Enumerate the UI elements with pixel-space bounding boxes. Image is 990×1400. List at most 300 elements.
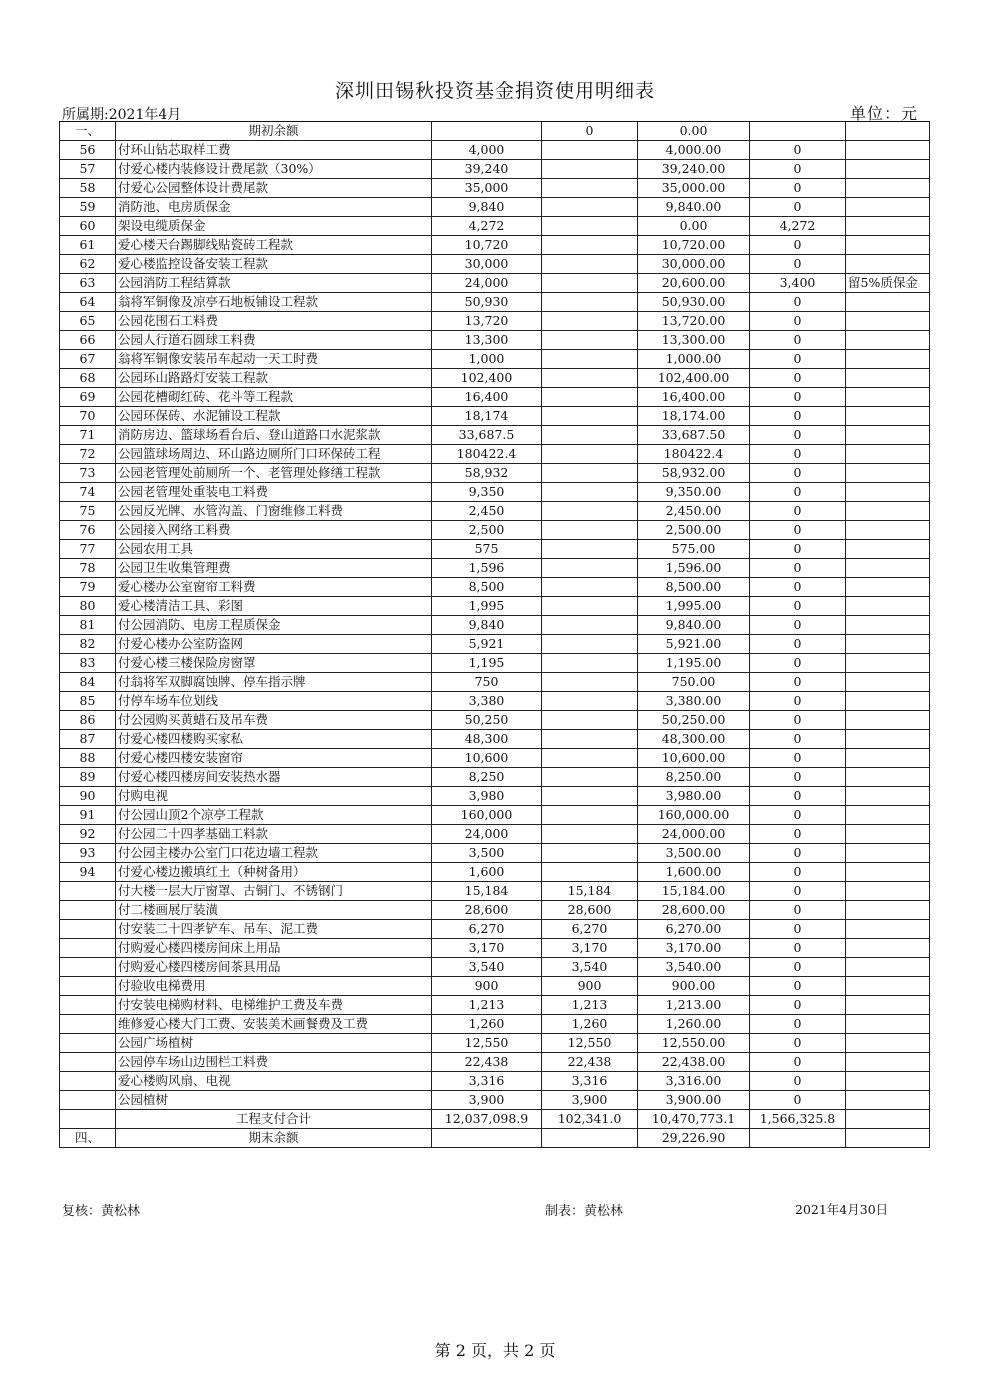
cell-amount: 18,174 [432,407,542,426]
row-item: 公园消防工程结算款 [116,274,432,293]
table-row [60,464,930,483]
cell-col4: 3,170 [542,939,638,958]
cell-unpaid: 0 [750,597,846,616]
cell-paid: 12,550.00 [638,1034,750,1053]
row-item: 付大楼一层大厅窗罩、古铜门、不锈钢门 [116,882,432,901]
cell-paid: 24,000.00 [638,825,750,844]
cell-paid: 10,470,773.1 [638,1110,750,1129]
cell-col4 [542,350,638,369]
cell-unpaid: 0 [750,331,846,350]
table-row [60,977,930,996]
table-row [60,958,930,977]
cell-unpaid: 0 [750,236,846,255]
row-number: 93 [60,844,116,863]
cell-col4 [542,369,638,388]
row-number: 73 [60,464,116,483]
cell-unpaid: 0 [750,464,846,483]
table-row [60,1034,930,1053]
row-item: 公园花围石工料费 [116,312,432,331]
cell-amount: 16,400 [432,388,542,407]
cell-paid: 3,170.00 [638,939,750,958]
cell-amount: 48,300 [432,730,542,749]
table-row [60,1072,930,1091]
cell-col4 [542,635,638,654]
cell-col4: 1,260 [542,1015,638,1034]
cell-unpaid: 0 [750,901,846,920]
cell-remark [846,673,930,692]
cell-unpaid: 0 [750,654,846,673]
cell-unpaid [750,122,846,141]
table-row [60,293,930,312]
cell-amount: 3,980 [432,787,542,806]
row-number [60,1091,116,1110]
cell-amount: 4,272 [432,217,542,236]
cell-paid: 750.00 [638,673,750,692]
cell-col4 [542,1129,638,1148]
cell-remark [846,844,930,863]
cell-unpaid: 0 [750,806,846,825]
cell-amount: 50,250 [432,711,542,730]
cell-remark [846,635,930,654]
table-row [60,426,930,445]
total-label: 工程支付合计 [116,1110,432,1129]
cell-paid: 3,380.00 [638,692,750,711]
row-number [60,958,116,977]
cell-amount: 900 [432,977,542,996]
cell-unpaid: 0 [750,996,846,1015]
cell-amount: 58,932 [432,464,542,483]
row-number [60,1053,116,1072]
row-item: 公园老管理处重装电工料费 [116,483,432,502]
cell-remark [846,920,930,939]
cell-col4: 1,213 [542,996,638,1015]
cell-remark [846,654,930,673]
table-row [60,1053,930,1072]
cell-paid: 1,260.00 [638,1015,750,1034]
cell-paid: 39,240.00 [638,160,750,179]
cell-col4 [542,768,638,787]
cell-amount: 8,500 [432,578,542,597]
row-number: 58 [60,179,116,198]
row-item: 翁将军铜像及凉亭石地板铺设工程款 [116,293,432,312]
cell-paid: 10,600.00 [638,749,750,768]
row-number: 64 [60,293,116,312]
table-row [60,407,930,426]
expense-table [59,121,930,1148]
row-number: 一、 [60,122,116,141]
cell-paid: 3,316.00 [638,1072,750,1091]
cell-amount: 1,600 [432,863,542,882]
cell-col4 [542,806,638,825]
cell-col4 [542,179,638,198]
cell-col4: 28,600 [542,901,638,920]
cell-col4 [542,331,638,350]
cell-amount: 3,500 [432,844,542,863]
row-number: 75 [60,502,116,521]
cell-amount: 1,995 [432,597,542,616]
table-row [60,825,930,844]
row-number: 91 [60,806,116,825]
cell-remark [846,255,930,274]
cell-remark [846,540,930,559]
row-item: 消防池、电房质保金 [116,198,432,217]
cell-amount: 1,260 [432,1015,542,1034]
cell-paid: 13,300.00 [638,331,750,350]
row-number: 88 [60,749,116,768]
table-body [60,122,930,1148]
row-number [60,1015,116,1034]
table-row [60,1091,930,1110]
cell-col4 [542,388,638,407]
row-item: 爱心楼天台踢脚线贴瓷砖工程款 [116,236,432,255]
cell-col4 [542,464,638,483]
cell-col4: 102,341.0 [542,1110,638,1129]
row-number: 62 [60,255,116,274]
row-item: 付公园消防、电房工程质保金 [116,616,432,635]
cell-unpaid: 0 [750,502,846,521]
row-number: 68 [60,369,116,388]
cell-paid: 180422.4 [638,445,750,464]
cell-amount: 1,000 [432,350,542,369]
cell-col4 [542,160,638,179]
cell-unpaid: 0 [750,445,846,464]
cell-paid: 0.00 [638,217,750,236]
cell-amount: 1,195 [432,654,542,673]
cell-remark [846,198,930,217]
table-row [60,350,930,369]
table-row [60,787,930,806]
table-row [60,920,930,939]
cell-amount: 180422.4 [432,445,542,464]
cell-paid: 3,540.00 [638,958,750,977]
cell-remark [846,1110,930,1129]
row-item: 公园农用工具 [116,540,432,559]
row-item: 爱心楼清洁工具、彩图 [116,597,432,616]
table-row [60,996,930,1015]
cell-remark [846,350,930,369]
cell-col4 [542,540,638,559]
row-item: 消防房边、篮球场看台后、登山道路口水泥浆款 [116,426,432,445]
cell-remark [846,825,930,844]
cell-col4 [542,236,638,255]
row-number: 74 [60,483,116,502]
row-item: 付翁将军双脚腐蚀牌、停车指示牌 [116,673,432,692]
row-item: 付爱心楼四楼安装窗帘 [116,749,432,768]
cell-unpaid: 0 [750,521,846,540]
row-item: 付二楼画展厅装潢 [116,901,432,920]
cell-paid: 575.00 [638,540,750,559]
cell-amount: 5,921 [432,635,542,654]
row-item: 公园老管理处前厕所一个、老管理处修缮工程款 [116,464,432,483]
cell-unpaid: 0 [750,293,846,312]
cell-unpaid: 0 [750,255,846,274]
table-row [60,768,930,787]
cell-paid: 16,400.00 [638,388,750,407]
row-item: 公园环山路路灯安装工程款 [116,369,432,388]
cell-paid: 3,900.00 [638,1091,750,1110]
cell-paid: 50,250.00 [638,711,750,730]
row-number [60,882,116,901]
cell-col4 [542,426,638,445]
cell-col4 [542,141,638,160]
table-row [60,236,930,255]
preparer-label: 制表：黄松林 [545,1204,624,1219]
cell-remark [846,122,930,141]
cell-paid: 9,840.00 [638,616,750,635]
cell-col4: 3,540 [542,958,638,977]
cell-paid: 9,350.00 [638,483,750,502]
row-number: 67 [60,350,116,369]
row-number [60,977,116,996]
cell-amount [432,1129,542,1148]
cell-unpaid: 0 [750,578,846,597]
row-number: 56 [60,141,116,160]
row-item: 付公园购买黄蜡石及吊车费 [116,711,432,730]
cell-remark [846,1091,930,1110]
cell-paid: 1,195.00 [638,654,750,673]
cell-amount: 9,840 [432,616,542,635]
cell-remark [846,483,930,502]
cell-unpaid: 1,566,325.8 [750,1110,846,1129]
cell-col4: 15,184 [542,882,638,901]
page-number: 第 2 页，共 2 页 [434,1341,556,1360]
cell-paid: 160,000.00 [638,806,750,825]
period-label: 所属期:2021年4月 [62,107,182,123]
cell-unpaid: 0 [750,958,846,977]
total-row [60,1110,930,1129]
row-number: 63 [60,274,116,293]
cell-col4 [542,692,638,711]
cell-remark [846,388,930,407]
cell-unpaid: 0 [750,920,846,939]
cell-paid: 18,174.00 [638,407,750,426]
cell-amount: 22,438 [432,1053,542,1072]
row-number: 87 [60,730,116,749]
cell-unpaid: 0 [750,426,846,445]
cell-amount: 10,720 [432,236,542,255]
cell-remark [846,578,930,597]
cell-unpaid: 0 [750,635,846,654]
row-item: 付环山钻芯取样工费 [116,141,432,160]
cell-unpaid: 0 [750,749,846,768]
cell-amount: 160,000 [432,806,542,825]
cell-remark [846,863,930,882]
cell-paid: 30,000.00 [638,255,750,274]
cell-remark [846,901,930,920]
cell-col4 [542,255,638,274]
cell-col4 [542,654,638,673]
cell-remark [846,179,930,198]
row-number [60,996,116,1015]
cell-unpaid: 3,400 [750,274,846,293]
cell-col4 [542,502,638,521]
row-number: 66 [60,331,116,350]
cell-col4 [542,578,638,597]
cell-col4: 12,550 [542,1034,638,1053]
cell-col4 [542,198,638,217]
cell-col4 [542,616,638,635]
row-item: 公园植树 [116,1091,432,1110]
row-number: 76 [60,521,116,540]
cell-amount: 575 [432,540,542,559]
row-item: 付爱心公园整体设计费尾款 [116,179,432,198]
table-row [60,331,930,350]
row-number: 77 [60,540,116,559]
table-row [60,806,930,825]
cell-unpaid: 0 [750,179,846,198]
table-row [60,882,930,901]
cell-col4: 0 [542,122,638,141]
cell-remark [846,426,930,445]
cell-amount: 35,000 [432,179,542,198]
cell-unpaid: 0 [750,673,846,692]
row-number: 80 [60,597,116,616]
table-row [60,616,930,635]
cell-unpaid: 0 [750,825,846,844]
row-item: 公园卫生收集管理费 [116,559,432,578]
row-item: 付安装电梯购材料、电梯维护工费及车费 [116,996,432,1015]
cell-unpaid: 0 [750,559,846,578]
cell-remark [846,711,930,730]
cell-unpaid: 0 [750,692,846,711]
row-number: 79 [60,578,116,597]
table-row [60,1015,930,1034]
cell-unpaid: 0 [750,1015,846,1034]
cell-amount: 13,300 [432,331,542,350]
cell-remark [846,502,930,521]
cell-remark [846,1053,930,1072]
row-item: 公园广场植树 [116,1034,432,1053]
cell-unpaid: 0 [750,198,846,217]
row-number [60,1110,116,1129]
cell-remark [846,293,930,312]
row-number: 86 [60,711,116,730]
cell-amount [432,122,542,141]
table-row [60,559,930,578]
cell-unpaid: 0 [750,141,846,160]
row-number: 60 [60,217,116,236]
row-number: 92 [60,825,116,844]
table-row [60,844,930,863]
row-item: 公园花槽砌红砖、花斗等工程款 [116,388,432,407]
table-row [60,160,930,179]
row-label: 期末余额 [116,1129,432,1148]
row-number [60,939,116,958]
row-number: 90 [60,787,116,806]
cell-unpaid: 0 [750,977,846,996]
cell-amount: 12,037,098.9 [432,1110,542,1129]
cell-paid: 8,500.00 [638,578,750,597]
row-item: 付公园二十四孝基础工料款 [116,825,432,844]
row-number: 83 [60,654,116,673]
row-number [60,901,116,920]
row-item: 架设电缆质保金 [116,217,432,236]
cell-amount: 3,380 [432,692,542,711]
row-item: 付购爱心楼四楼房间茶具用品 [116,958,432,977]
cell-unpaid: 0 [750,350,846,369]
cell-remark [846,939,930,958]
cell-unpaid: 0 [750,863,846,882]
table-row [60,692,930,711]
cell-unpaid: 0 [750,312,846,331]
row-item: 公园停车场山边围栏工料费 [116,1053,432,1072]
cell-remark [846,1015,930,1034]
cell-col4: 3,900 [542,1091,638,1110]
table-row [60,255,930,274]
cell-unpaid [750,1129,846,1148]
cell-col4 [542,483,638,502]
cell-amount: 10,600 [432,749,542,768]
row-number: 65 [60,312,116,331]
cell-amount: 24,000 [432,825,542,844]
row-number: 85 [60,692,116,711]
cell-col4 [542,730,638,749]
row-item: 爱心楼购风扇、电视 [116,1072,432,1091]
cell-unpaid: 0 [750,1091,846,1110]
cell-col4 [542,673,638,692]
row-item: 付验收电梯费用 [116,977,432,996]
cell-col4 [542,825,638,844]
cell-remark [846,768,930,787]
cell-col4 [542,863,638,882]
cell-remark [846,160,930,179]
row-number: 70 [60,407,116,426]
cell-unpaid: 0 [750,369,846,388]
cell-paid: 48,300.00 [638,730,750,749]
row-item: 付爱心楼办公室防盗网 [116,635,432,654]
cell-col4 [542,312,638,331]
table-row [60,141,930,160]
cell-amount: 750 [432,673,542,692]
cell-remark [846,958,930,977]
row-number: 71 [60,426,116,445]
cell-unpaid: 0 [750,844,846,863]
cell-amount: 39,240 [432,160,542,179]
cell-paid: 9,840.00 [638,198,750,217]
table-row [60,521,930,540]
closing-balance-row [60,1129,930,1148]
cell-paid: 3,500.00 [638,844,750,863]
cell-remark [846,692,930,711]
cell-paid: 0.00 [638,122,750,141]
table-row [60,502,930,521]
row-number: 72 [60,445,116,464]
table-row [60,198,930,217]
table-row [60,635,930,654]
cell-unpaid: 0 [750,1053,846,1072]
cell-amount: 33,687.5 [432,426,542,445]
cell-col4 [542,597,638,616]
cell-paid: 33,687.50 [638,426,750,445]
table-row [60,445,930,464]
cell-paid: 5,921.00 [638,635,750,654]
cell-paid: 3,980.00 [638,787,750,806]
row-number [60,1072,116,1091]
cell-remark [846,407,930,426]
cell-paid: 6,270.00 [638,920,750,939]
cell-remark [846,996,930,1015]
cell-paid: 1,213.00 [638,996,750,1015]
row-item: 付购爱心楼四楼房间床上用品 [116,939,432,958]
row-number: 89 [60,768,116,787]
date-label: 2021年4月30日 [795,1202,889,1217]
cell-paid: 2,500.00 [638,521,750,540]
row-item: 付爱心楼边搬填红土（种树备用） [116,863,432,882]
cell-col4 [542,293,638,312]
cell-remark [846,787,930,806]
row-item: 公园环保砖、水泥铺设工程款 [116,407,432,426]
cell-remark [846,730,930,749]
